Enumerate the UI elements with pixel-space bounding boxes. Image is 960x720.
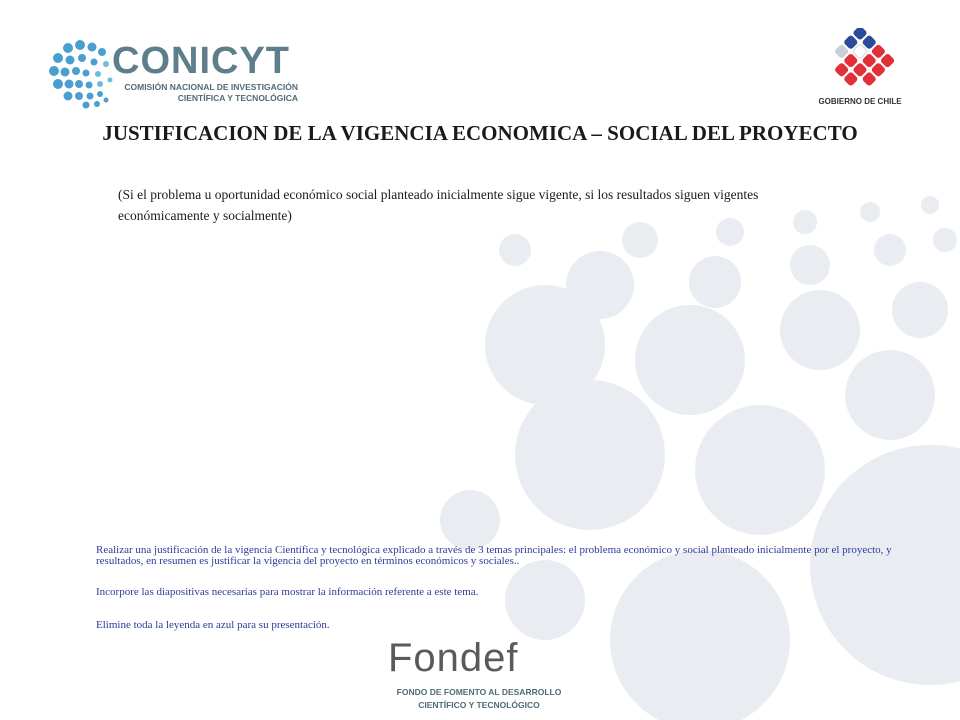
- gobierno-de-chile-logo: [812, 28, 908, 112]
- instruction-paragraph-2: Incorpore las diapositivas necesarias para mostrar la información referente a este tema.: [96, 586, 479, 598]
- instruction-paragraph-3: Elimine toda la leyenda en azul para su presentación.: [96, 619, 330, 631]
- instruction-paragraph-1: Realizar una justificación de la vigencia Científica y tecnológica explicado a través de 3 temas principales: el problema económico y social planteado inicialmente por el proyecto, y resultados, en resumen es justificar la vigencia del proyecto en términos económicos y sociales..: [96, 544, 892, 567]
- gobierno-text: GOBIERNO DE CHILE: [818, 97, 902, 106]
- slide-subtitle: (Si el problema u oportunidad económico social planteado inicialmente sigue vigente, si los resultados siguen vigentes económicamente y socialmente): [118, 187, 759, 223]
- conicyt-wordmark: CONICYT: [112, 40, 290, 82]
- fondef-subtitle: [384, 686, 574, 712]
- fondef-wordmark: Fondef: [388, 636, 519, 680]
- gobierno-star-icon: [812, 28, 908, 96]
- conicyt-subtitle: [118, 82, 298, 104]
- conicyt-logo: [48, 38, 318, 110]
- conicyt-dots-icon: [48, 38, 118, 110]
- conicyt-subtitle-line1: COMISIÓN NACIONAL DE INVESTIGACIÓN: [124, 82, 298, 92]
- fondef-subtitle-line2: CIENTÍFICO Y TECNOLÓGICO: [418, 700, 540, 710]
- slide-title: JUSTIFICACION DE LA VIGENCIA ECONOMICA – SOCIAL DEL PROYECTO: [102, 121, 858, 145]
- conicyt-subtitle-line2: CIENTÍFICA Y TECNOLÓGICA: [177, 93, 298, 103]
- fondef-subtitle-line1: FONDO DE FOMENTO AL DESARROLLO: [396, 687, 562, 697]
- fondef-logo: [384, 636, 584, 716]
